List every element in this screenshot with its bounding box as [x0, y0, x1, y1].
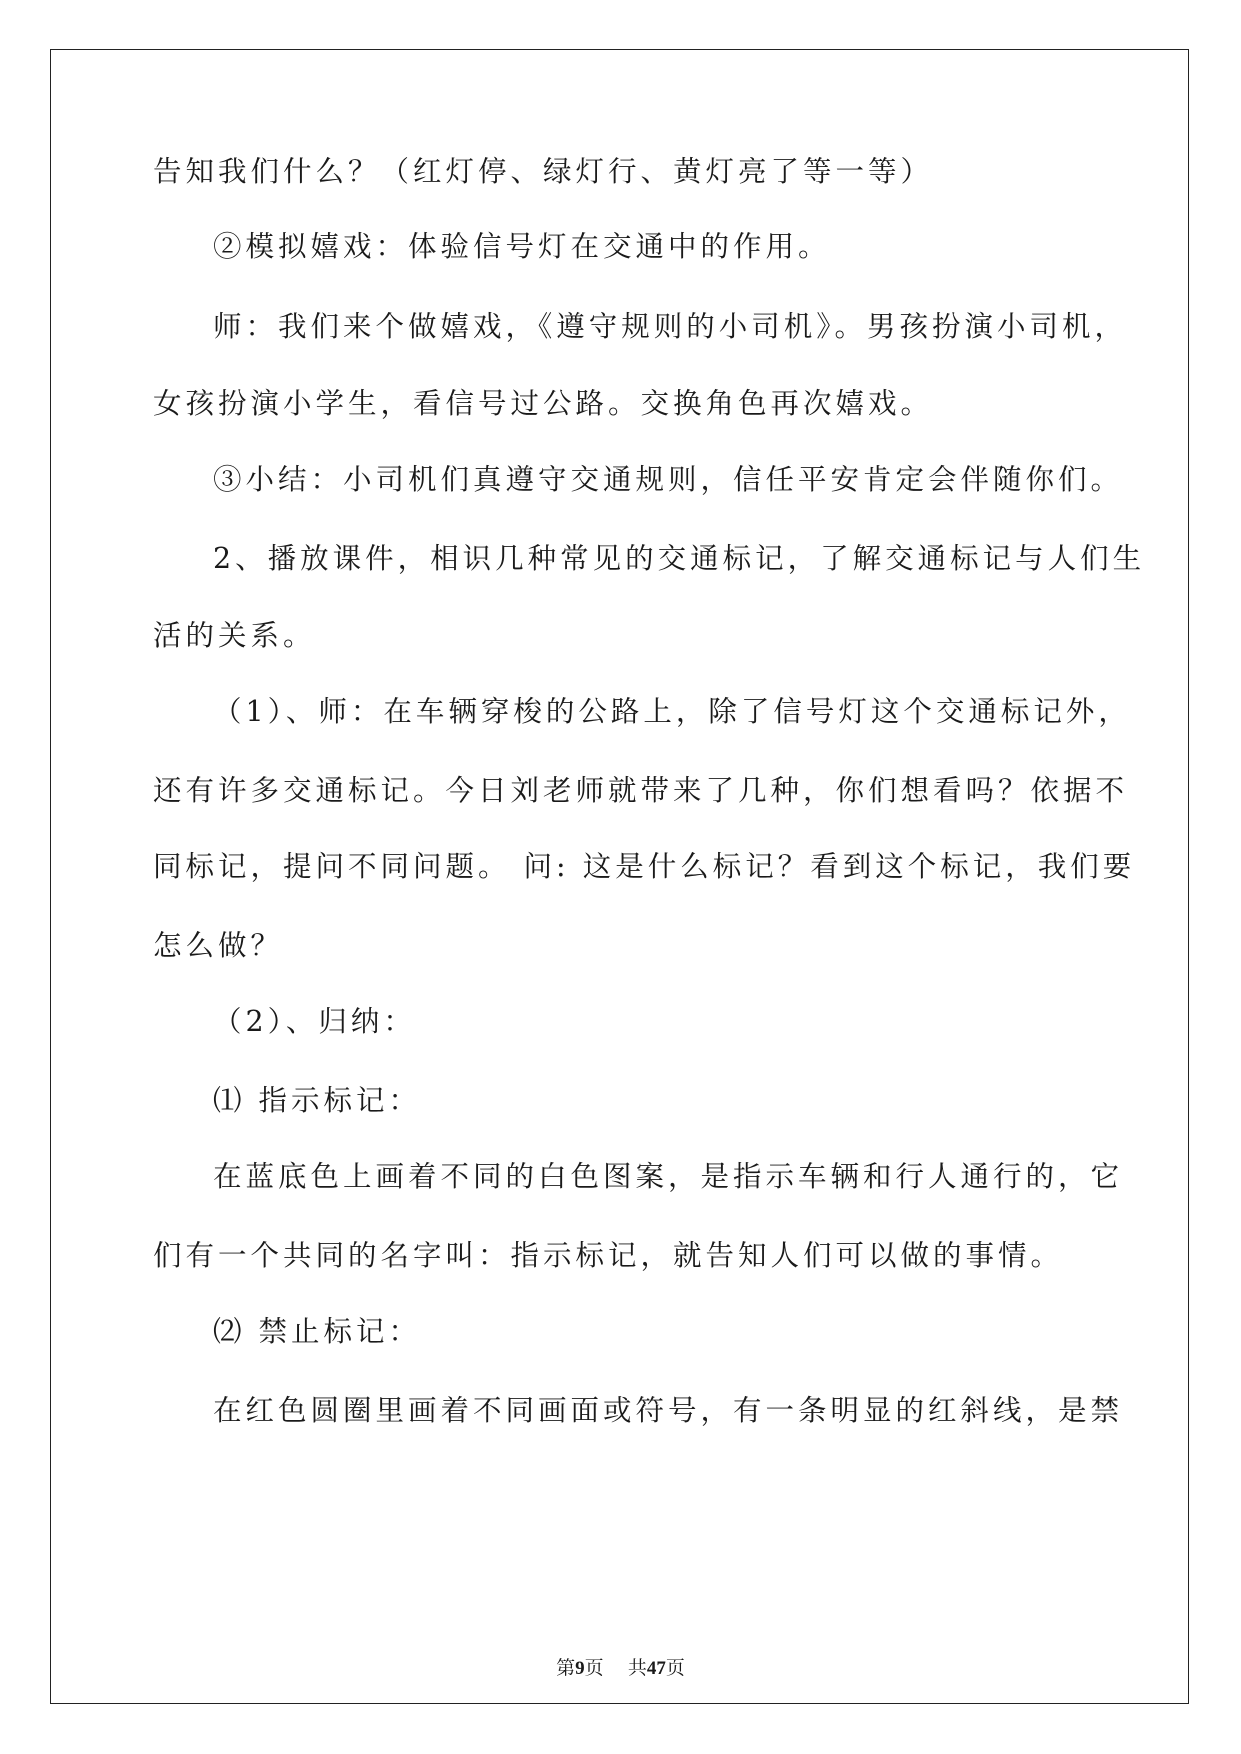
- body-line-6: 2、播放课件，相识几种常见的交通标记，了解交通标记与人们生: [213, 542, 1146, 575]
- page-footer: [0, 1656, 1241, 1681]
- body-line-4: 女孩扮演小学生，看信号过公路。交换角色再次嬉戏。: [153, 387, 934, 420]
- body-line-3: 师：我们来个做嬉戏，《遵守规则的小司机》。男孩扮演小司机，: [213, 310, 1128, 343]
- body-line-11: 怎么做？: [153, 929, 284, 962]
- body-line-16: ⑵ 禁止标记：: [213, 1315, 422, 1348]
- body-line-10: 同标记，提问不同问题。 问: 这是什么标记？看到这个标记，我们要: [153, 850, 1136, 883]
- body-line-13: ⑴ 指示标记：: [213, 1084, 422, 1117]
- body-line-7: 活的关系。: [153, 619, 316, 652]
- body-line-5: ③小结：小司机们真遵守交通规则，信任平安肯定会伴随你们。: [213, 463, 1124, 496]
- total-pages-label: 共47页: [627, 1657, 685, 1679]
- body-line-12: （2）、归纳：: [213, 1005, 416, 1038]
- body-line-14: 在蓝底色上画着不同的白色图案，是指示车辆和行人通行的，它: [213, 1160, 1124, 1193]
- body-line-15: 们有一个共同的名字叫：指示标记，就告知人们可以做的事情。: [153, 1239, 1064, 1272]
- body-line-17: 在红色圆圈里画着不同画面或符号，有一条明显的红斜线，是禁: [213, 1394, 1124, 1427]
- page-number-label: 第9页: [556, 1657, 604, 1679]
- body-line-8: （1）、师：在车辆穿梭的公路上，除了信号灯这个交通标记外，: [213, 695, 1131, 728]
- body-line-9: 还有许多交通标记。今日刘老师就带来了几种，你们想看吗？依据不: [153, 774, 1129, 807]
- body-line-1: 告知我们什么？（红灯停、绿灯行、黄灯亮了等一等）: [153, 155, 934, 188]
- body-line-2: ②模拟嬉戏：体验信号灯在交通中的作用。: [213, 230, 831, 263]
